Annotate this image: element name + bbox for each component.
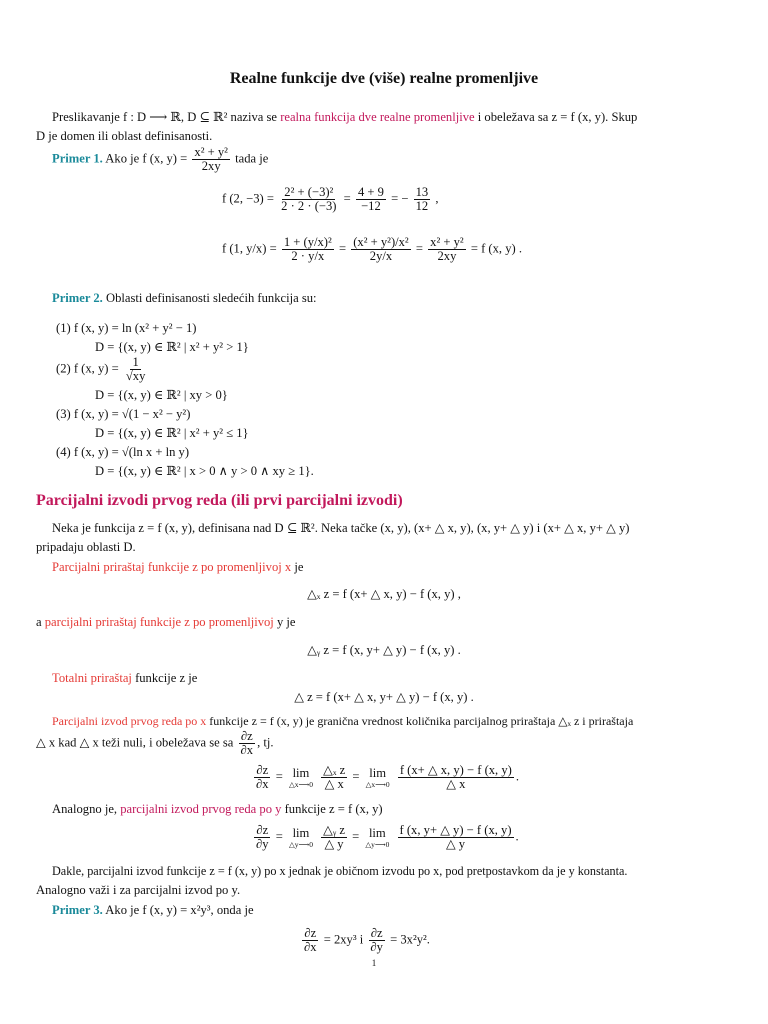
fraction-numerator: ∂z [256, 823, 269, 837]
primer2-domain-3: D = {(x, y) ∈ ℝ² | x² + y² ≤ 1} [95, 426, 249, 440]
fraction-denominator: 2xy [437, 249, 457, 263]
izvod-x-line2 [36, 730, 274, 757]
fraction-denominator: ∂x [304, 940, 317, 954]
increment-ratio-x [321, 764, 347, 791]
dakle-line1: Dakle, parcijalni izvod funkcije z = f (x, y) po x jednak je običnom izvodu po x, pod pretpostavkom da je y konstanta. [52, 864, 628, 878]
eq2-frac2 [351, 236, 411, 263]
fraction-numerator: 13 [415, 185, 429, 199]
partial-y-rhs: = 3x²y². [390, 932, 430, 947]
dakle-line2: Analogno važi i za parcijalni izvod po y. [36, 883, 241, 897]
primer3-line [52, 902, 254, 919]
formula-tail: . [515, 769, 520, 784]
intro-text: Preslikavanje f : D ⟶ ℝ, D ⊆ ℝ² naziva se [52, 110, 278, 124]
primer2-item-2 [56, 356, 149, 383]
fraction-denominator: ∂x [256, 777, 269, 791]
conjunction: i [359, 932, 364, 947]
fraction-denominator: △ x [446, 777, 466, 791]
eq2-frac1 [282, 236, 334, 263]
primer2-item-4 [56, 444, 189, 461]
partial-x [254, 764, 271, 791]
eq2-frac3 [428, 236, 466, 263]
fraction-numerator: x² + y² [194, 145, 228, 159]
fraction-denominator: 2 · y/x [291, 249, 325, 263]
eq1-frac3 [414, 186, 431, 213]
limit-word: lim [369, 765, 387, 780]
item-function: f (x, y) = √(1 − x² − y²) [73, 407, 191, 421]
difference-quotient-x [398, 764, 514, 791]
partial-x-rhs: = 2xy³ [323, 932, 357, 947]
fraction-denominator: √xy [125, 369, 146, 383]
formula-tail: . [515, 829, 519, 844]
limit-subscript: △x⟶0 [288, 779, 313, 789]
eq2-tail: = f (x, y) . [470, 241, 523, 256]
item-number: (2) [56, 361, 71, 376]
primer3-label: Primer 3. [52, 903, 103, 917]
fraction-denominator: −12 [361, 199, 381, 213]
primer1-label: Primer 1. [52, 151, 103, 166]
fraction-numerator: x² + y² [430, 235, 464, 249]
prirastaj-y-line [36, 614, 296, 631]
section-heading: Parcijalni izvodi prvog reda (ili prvi parcijalni izvodi) [36, 492, 403, 509]
eq2-lhs: f (1, y/x) = [222, 241, 277, 256]
limit-x [289, 767, 313, 789]
prirastaj-x-formula: △ₓ z = f (x+ △ x, y) − f (x, y) , [307, 587, 461, 601]
eq1-minus: = − [391, 191, 409, 206]
izvod-y-line [52, 801, 383, 818]
izvod-x-l2-pre: △ x kad △ x teži nuli, i obeležava se sa [36, 735, 234, 750]
item-number: (1) [56, 321, 71, 335]
item-function: f (x, y) = ln (x² + y² − 1) [73, 321, 197, 335]
totalni-formula: △ z = f (x+ △ x, y+ △ y) − f (x, y) . [294, 690, 474, 704]
fraction-numerator: 4 + 9 [357, 185, 384, 199]
fraction-numerator: f (x, y+ △ y) − f (x, y) [399, 823, 512, 837]
totalni-line [52, 670, 197, 687]
fraction-denominator: △ y [324, 837, 344, 851]
limit-word: lim [292, 765, 310, 780]
neka-line2: pripadaju oblasti D. [36, 540, 136, 554]
prirastaj-y-after: y je [276, 615, 296, 629]
intro-text-post: i obeležava sa z = f (x, y). Skup [477, 110, 638, 124]
primer3-formula [300, 927, 430, 954]
izvod-y-formula: $\frac{\partial z}{\partial y}$ = lim △y⟶0 $\frac{\text{△ᵧ z}}{\triangle y}$ = lim △y⟶0 $\frac{f (x, y+ \triangle y) - f (x, y)}{\triangle y}$ . [256, 823, 519, 851]
fraction-numerator: f (x+ △ x, y) − f (x, y) [399, 763, 512, 777]
fraction-numerator: ∂z [304, 926, 317, 940]
intro-paragraph [52, 109, 724, 126]
prirastaj-y-formula: △ᵧ z = f (x, y+ △ y) − f (x, y) . [307, 643, 461, 657]
fraction-numerator: 1 [132, 355, 139, 369]
fraction-numerator: ∂z [256, 763, 269, 777]
limit-y-2 [365, 827, 389, 849]
primer2-item-3 [56, 406, 190, 423]
prirastaj-y-pre: a [36, 615, 42, 629]
fraction-denominator: 2 · 2 · (−3) [281, 199, 337, 213]
primer2-domain-2: D = {(x, y) ∈ ℝ² | xy > 0} [95, 388, 228, 402]
item-function: f (x, y) = √(ln x + ln y) [73, 445, 190, 459]
primer2-domain-4: D = {(x, y) ∈ ℝ² | x > 0 ∧ y > 0 ∧ xy ≥ 1}. [95, 464, 314, 478]
limit-word: lim [292, 825, 310, 840]
fraction-numerator: ∂z [370, 926, 383, 940]
primer2-domain-1: D = {(x, y) ∈ ℝ² | x² + y² > 1} [95, 340, 249, 354]
primer1-eq2: f (1, y/x) = $\frac{\text{1 + (y/x)²}}{2 \cdot y/x}$ = $\frac{\text{(x² + y²)/x²}}{2y/x}$ = $\frac{\text{x² + y²}}{2xy}$ = f (x, y) . [222, 235, 523, 263]
partial-x-result [302, 927, 319, 954]
eq1-lhs: f (2, −3) = [222, 191, 274, 206]
difference-quotient-y [398, 824, 514, 851]
limit-y [289, 827, 313, 849]
izvod-y-after: funkcije z = f (x, y) [284, 802, 383, 816]
primer3-text: Ako je f (x, y) = x²y³, onda je [105, 903, 254, 917]
fraction-numerator: 2² + (−3)² [284, 185, 334, 199]
primer2-label: Primer 2. [52, 291, 103, 305]
partial-y-result [368, 927, 385, 954]
totalni-term: Totalni priraštaj [52, 671, 132, 685]
primer2-item-1 [56, 320, 196, 337]
fraction-numerator: 1 + (y/x)² [283, 235, 332, 249]
primer2-text: Oblasti definisanosti sledećih funkcija su: [105, 291, 317, 305]
partial-y [254, 824, 271, 851]
primer1-after: tada je [235, 151, 269, 166]
izvod-x-after: funkcije z = f (x, y) je granična vrednost količnika parcijalnog priraštaja △ₓ z i priraštaja [209, 714, 634, 728]
fraction-denominator: 2xy [201, 159, 221, 173]
partial-x-inline [239, 730, 256, 757]
increment-ratio-y [321, 824, 347, 851]
fraction-denominator: ∂y [370, 940, 383, 954]
fraction-numerator: △ᵧ z [323, 823, 345, 837]
eq1-frac1 [279, 186, 338, 213]
limit-x-2 [366, 767, 390, 789]
prirastaj-x-term: Parcijalni priraštaj funkcije z po promenljivoj x [52, 560, 292, 574]
eq1-frac2 [356, 186, 386, 213]
limit-subscript: △y⟶0 [288, 839, 313, 849]
fraction-numerator: ∂z [240, 729, 253, 743]
page-number: 1 [371, 958, 377, 968]
izvod-x-l2-post: , tj. [257, 735, 274, 750]
definition-highlight: realna funkcija dve realne promenljive [280, 110, 475, 124]
prirastaj-x-line [52, 559, 303, 576]
fraction-numerator: (x² + y²)/x² [353, 235, 409, 249]
fraction-denominator: ∂y [256, 837, 269, 851]
fraction-denominator: 2y/x [369, 249, 393, 263]
izvod-x-term: Parcijalni izvod prvog reda po x [52, 714, 207, 728]
fraction-denominator: ∂x [240, 743, 254, 757]
item-number: (3) [56, 407, 71, 421]
prirastaj-y-term: parcijalni priraštaj funkcije z po promenljivoj [44, 615, 274, 629]
eq1-tail: , [435, 191, 439, 206]
izvod-y-pre: Analogno je, [52, 802, 118, 816]
primer2-line [52, 290, 317, 307]
fraction-denominator: △ y [445, 837, 466, 851]
item-number: (4) [56, 445, 71, 459]
totalni-after: funkcije z je [135, 671, 198, 685]
prirastaj-x-after: je [294, 560, 304, 574]
primer1-fraction [192, 146, 230, 173]
item-function: f (x, y) = [73, 361, 119, 376]
limit-subscript: △y⟶0 [365, 839, 390, 849]
primer1-text: Ako je f (x, y) = [105, 151, 188, 166]
fraction-denominator: △ x [324, 777, 344, 791]
izvod-y-term: parcijalni izvod prvog reda po y [120, 802, 282, 816]
fraction-numerator: △ₓ z [323, 763, 346, 777]
limit-word: lim [368, 825, 386, 840]
izvod-x-formula: $\frac{\partial z}{\partial x}$ = lim △x⟶0 $\frac{\text{△ₓ z}}{\triangle x}$ = lim △x⟶0 $\frac{f (x+ \triangle x, y) - f (x, y)}{\triangle x}$ . [256, 763, 520, 791]
fraction-denominator: 12 [415, 199, 429, 213]
izvod-x-line [52, 713, 633, 730]
primer1-eq1: f (2, −3) = $\frac{\text{2² + (−3)²}}{2 \cdot 2 \cdot (-3)}$ = $\frac{4 + 9}{-12}$ = − $\frac{13}{12}$ , [222, 185, 439, 213]
limit-subscript: △x⟶0 [365, 779, 390, 789]
intro-line2: D je domen ili oblast definisanosti. [36, 129, 213, 143]
page-title: Realne funkcije dve (više) realne promenljive [229, 70, 539, 87]
primer1-line [52, 146, 268, 173]
neka-line1: Neka je funkcija z = f (x, y), definisana nad D ⊆ ℝ². Neka tačke (x, y), (x+ △ x, y), (x, y+ △ y) i (x+ △ x, y+ △ y) [52, 521, 630, 535]
item2-fraction [124, 356, 148, 383]
